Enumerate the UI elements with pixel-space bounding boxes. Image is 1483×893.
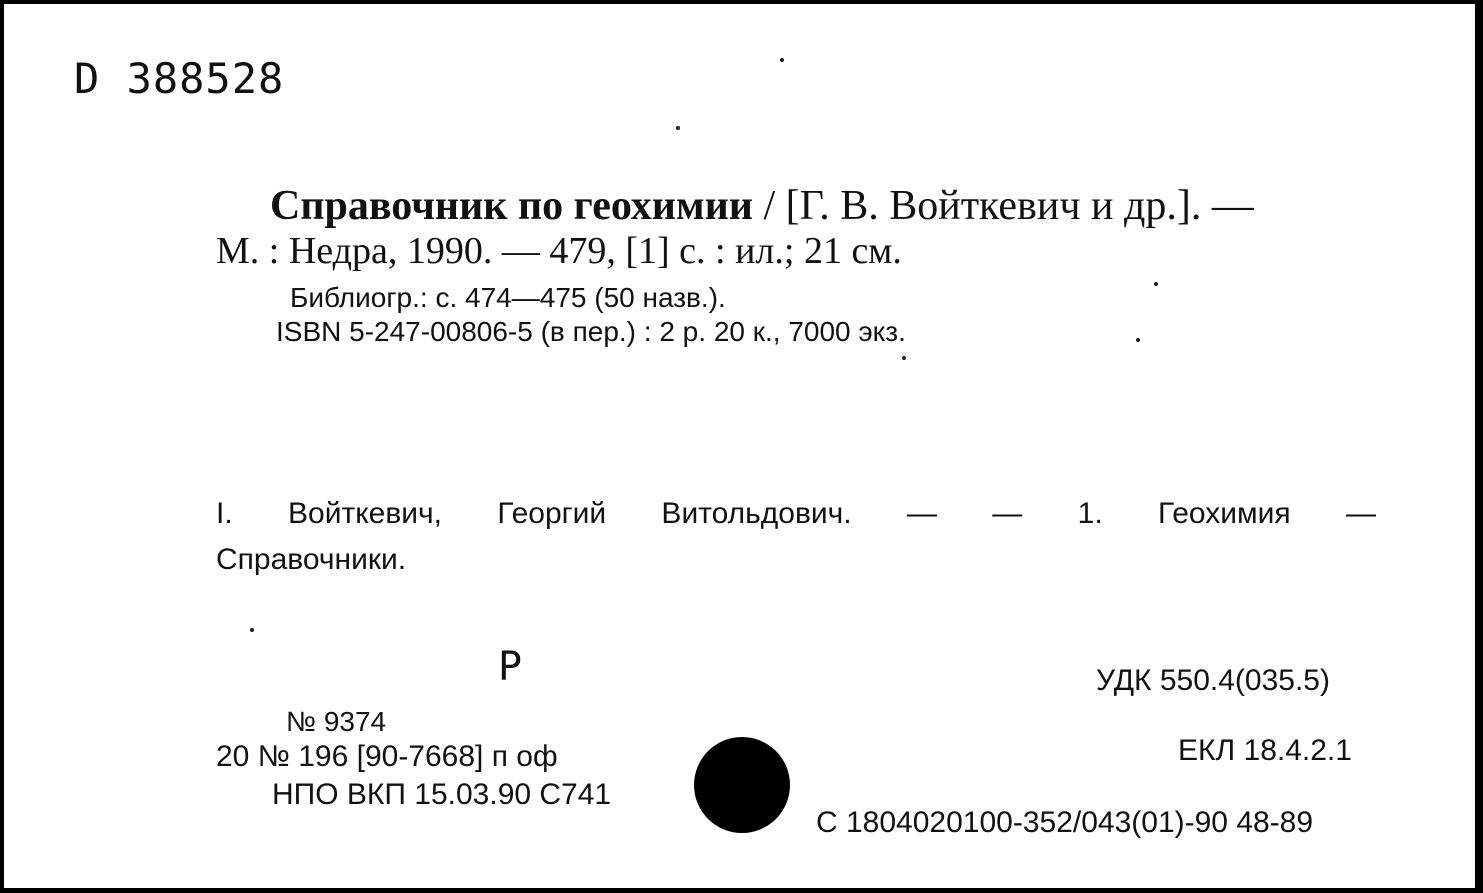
classification-code: С 1804020100-352/043(01)-90 48-89: [816, 806, 1314, 839]
punch-hole-icon: [694, 737, 790, 833]
added-entries: [216, 491, 1376, 583]
speck-dot-icon: [780, 58, 784, 62]
udk-code: УДК 550.4(035.5): [1096, 664, 1330, 697]
publisher-line: НПО ВКП 15.03.90 С741: [272, 778, 612, 811]
isbn-line: ISBN 5-247-00806-5 (в пер.) : 2 р. 20 к., 7000 экз.: [276, 316, 906, 347]
speck-dot-icon: [676, 126, 680, 130]
imprint-line: М. : Недра, 1990. — 479, [1] с. : ил.; 21 см.: [216, 230, 902, 272]
speck-dot-icon: [250, 628, 254, 632]
title-line: [270, 182, 1254, 230]
speck-dot-icon: [1136, 338, 1140, 342]
catalog-card: [4, 4, 1475, 888]
bibliography-note: Библиогр.: с. 474—475 (50 назв.).: [290, 282, 726, 313]
mark-letter: Р: [498, 644, 523, 690]
book-title: Справочник по геохимии: [270, 183, 753, 229]
ekl-code: ЕКЛ 18.4.2.1: [1178, 734, 1352, 767]
speck-dot-icon: [1154, 282, 1158, 286]
order-number: № 9374: [286, 706, 387, 737]
shelf-code: D 388528: [74, 54, 285, 103]
added-entries-text: I. Войткевич, Георгий Витольдович. — — 1. Геохимия — Справочники.: [216, 497, 1376, 576]
statement-of-responsibility: / [Г. В. Войткевич и др.]. —: [753, 183, 1254, 229]
print-line: 20 № 196 [90-7668] п оф: [216, 740, 558, 773]
speck-dot-icon: [902, 356, 906, 360]
